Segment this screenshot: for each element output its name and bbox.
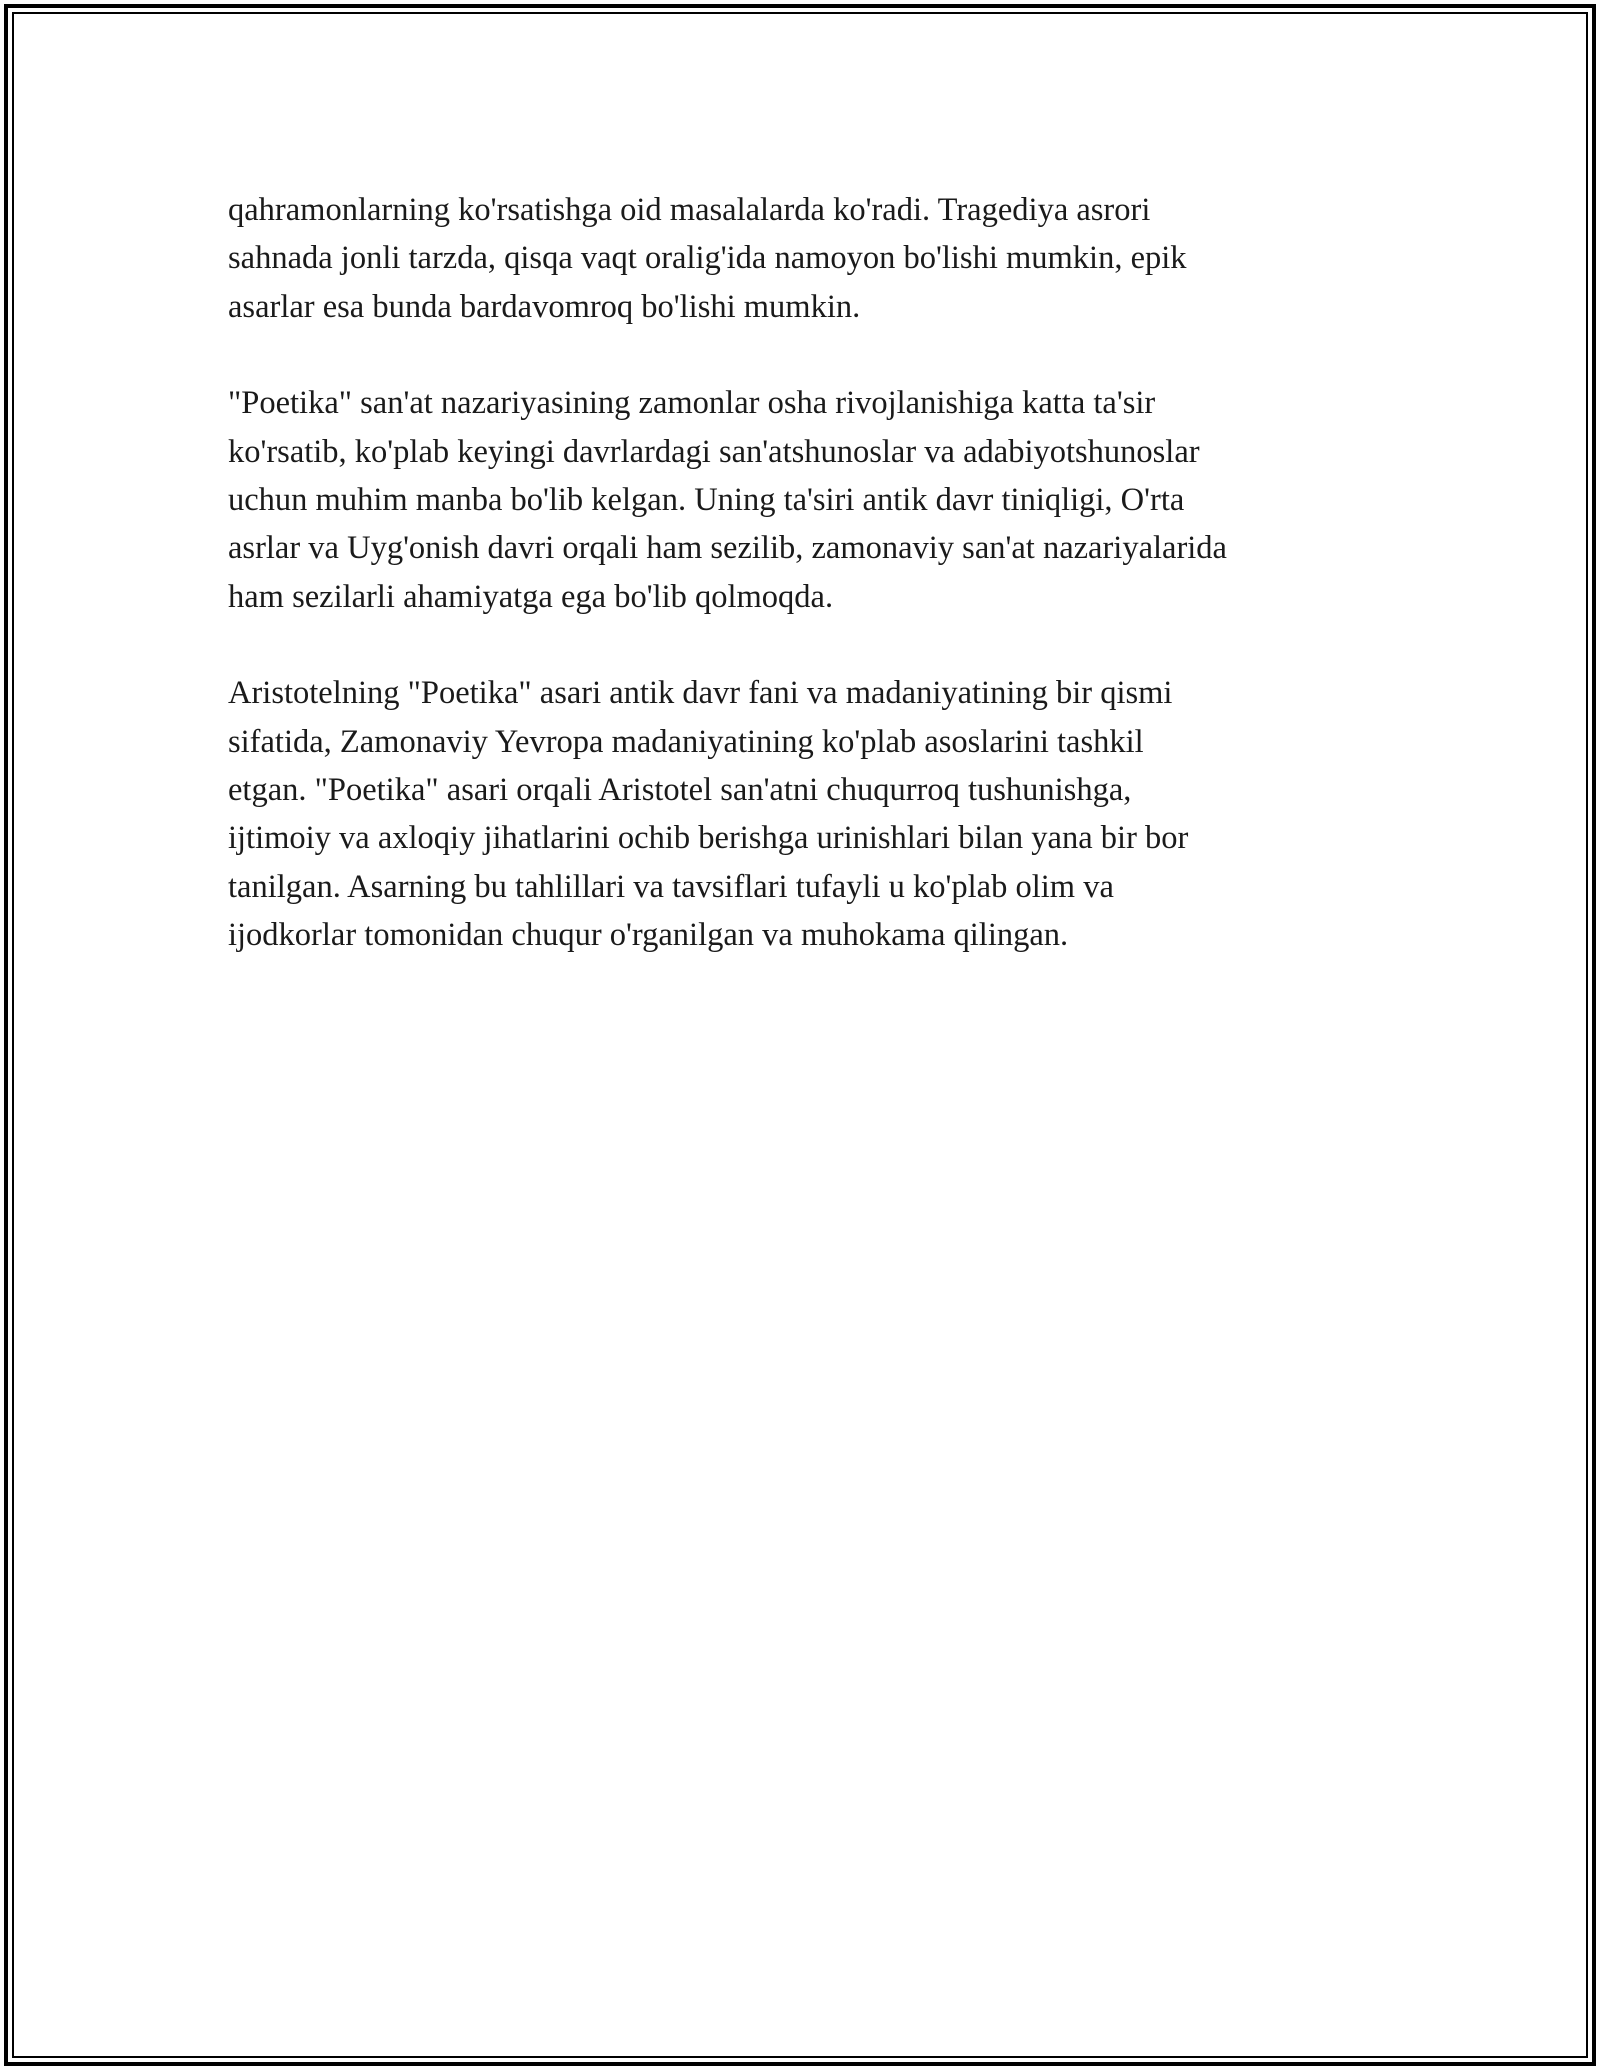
text-line: ko'rsatib, ko'plab keyingi davrlardagi san'atshunoslar va adabiyotshunoslar xyxy=(228,433,1200,470)
text-line: etgan. "Poetika" asari orqali Aristotel san'atni chuqurroq tushunishga, xyxy=(228,772,1132,809)
text-line: asarlar esa bunda bardavomroq bo'lishi mumkin. xyxy=(228,288,861,325)
paragraph-3 xyxy=(228,669,1408,959)
text-line: tanilgan. Asarning bu tahlillari va tavsiflari tufayli u ko'plab olim va xyxy=(228,868,1114,905)
text-line: "Poetika" san'at nazariyasining zamonlar osha rivojlanishiga katta ta'sir xyxy=(228,385,1156,422)
text-line: uchun muhim manba bo'lib kelgan. Uning ta'siri antik davr tiniqligi, O'rta xyxy=(228,482,1185,519)
text-line: ijodkorlar tomonidan chuqur o'rganilgan va muhokama qilingan. xyxy=(228,917,1069,954)
text-line: sifatida, Zamonaviy Yevropa madaniyatining ko'plab asoslarini tashkil xyxy=(228,723,1144,760)
text-line: asrlar va Uyg'onish davri orqali ham sezilib, zamonaviy san'at nazariyalarida xyxy=(228,530,1227,567)
text-line: ijtimoiy va axloqiy jihatlarini ochib berishga urinishlari bilan yana bir bor xyxy=(228,820,1189,857)
paragraph-1 xyxy=(228,186,1408,331)
text-line: sahnada jonli tarzda, qisqa vaqt oralig'ida namoyon bo'lishi mumkin, epik xyxy=(228,240,1187,277)
document-body xyxy=(228,186,1408,1008)
text-line: Aristotelning "Poetika" asari antik davr fani va madaniyatining bir qismi xyxy=(228,675,1173,712)
text-line: ham sezilarli ahamiyatga ega bo'lib qolmoqda. xyxy=(228,578,834,615)
text-line: qahramonlarning ko'rsatishga oid masalalarda ko'radi. Tragediya asrori xyxy=(228,192,1151,228)
paragraph-2 xyxy=(228,379,1408,621)
